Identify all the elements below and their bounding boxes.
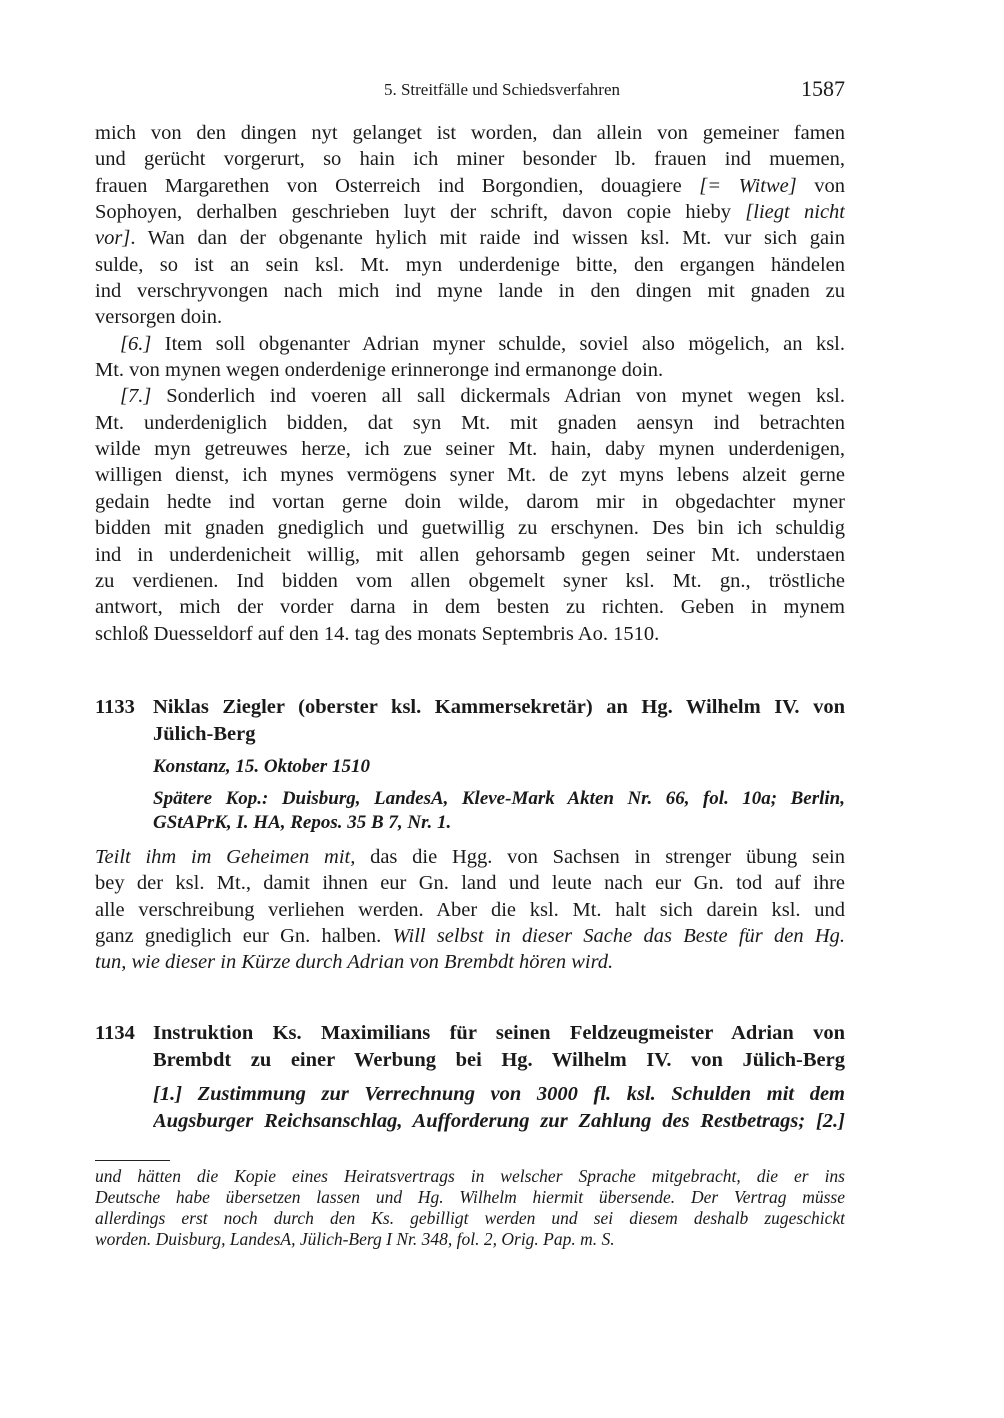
text-segment: wilde myn getreuwes herze, ich zue seiner Mt. hain, daby mynen underdenigen, — [95, 438, 845, 461]
text-line — [153, 721, 845, 748]
text-segment: Niklas Ziegler (oberster ksl. Kammersekretär) an Hg. Wilhelm IV. von — [153, 696, 845, 718]
text-line — [95, 225, 845, 251]
text-segment: zu verdienen. Ind bidden vom allen obgemelt syner ksl. Mt. gn., tröstliche — [95, 569, 845, 592]
text-segment: schloß Duesseldorf auf den 14. tag des monats Septembris Ao. 1510. — [95, 622, 660, 645]
text-line — [153, 811, 845, 835]
text-segment: bey der ksl. Mt., damit ihnen eur Gn. land und leute nach eur Gn. tod auf ihre — [95, 872, 845, 895]
text-line — [153, 1047, 845, 1074]
text-segment: Jülich-Berg — [153, 723, 256, 745]
text-line — [95, 173, 845, 199]
text-line — [95, 436, 845, 462]
text-segment: Mt. von mynen wegen onderdenige erinneronge ind ermanonge doin. — [95, 359, 664, 382]
italic-text: Konstanz, 15. Oktober 1510 — [153, 756, 370, 777]
italic-text: und hätten die Kopie eines Heiratsvertrags in welscher Sprache mitgebracht, die er ins — [95, 1166, 845, 1186]
italic-text: allerdings erst noch durch den Ks. gebilligt werden und sei diesem deshalb zugeschickt — [95, 1208, 845, 1228]
text-segment: ind verschryvongen nach mich ind myne lande in den dingen mit gnaden zu — [95, 280, 845, 303]
text-segment: ganz gnediglich eur Gn. halben. — [95, 925, 393, 948]
text-segment: Mt. underdeniglich bidden, dat syn Mt. mit gnaden aensyn ind betrachten — [95, 411, 845, 434]
text-segment: das die Hgg. von Sachsen in strenger übung sein — [355, 846, 845, 868]
text-line — [153, 694, 845, 721]
italic-text: Augsburger Reichsanschlag, Aufforderung zur Zahlung des Restbetrags; [2.] — [153, 1110, 845, 1132]
text-line — [95, 897, 845, 923]
entry-1133-summary — [95, 844, 845, 976]
text-segment: Sonderlich ind voeren all sall dickermals Adrian von mynet wegen ksl. — [151, 385, 845, 408]
italic-text: Will selbst in dieser Sache das Beste für den Hg. — [392, 925, 845, 948]
text-line — [95, 462, 845, 488]
italic-text: tun, wie dieser in Kürze durch Adrian von Brembdt hören wird. — [95, 951, 614, 974]
page-number: 1587 — [801, 76, 845, 101]
text-line — [95, 120, 845, 146]
text-line — [95, 568, 845, 594]
text-line — [95, 542, 845, 568]
text-line — [95, 515, 845, 541]
italic-text: [= Witwe] — [699, 174, 797, 197]
letter-continuation-text — [95, 120, 845, 647]
italic-text: [7.] — [120, 385, 152, 408]
text-line — [95, 1187, 845, 1208]
text-segment: Brembdt zu einer Werbung bei Hg. Wilhelm IV. von Jülich-Berg — [153, 1049, 845, 1071]
italic-text: GStAPrK, I. HA, Repos. 35 B 7, Nr. 1. — [153, 812, 452, 833]
text-segment: Sophoyen, derhalben geschrieben luyt der schrift, davon copie hieby — [95, 201, 746, 224]
text-line — [95, 949, 845, 975]
text-segment: antwort, mich der vorder darna in dem besten zu richten. Geben in mynem — [95, 596, 845, 619]
text-line — [95, 146, 845, 172]
text-segment: von — [796, 174, 845, 197]
text-line — [95, 923, 845, 949]
text-line — [153, 1081, 845, 1108]
text-line — [95, 594, 845, 620]
italic-text: Teilt ihm im Geheimen mit, — [95, 846, 356, 868]
italic-text: Spätere Kop.: Duisburg, LandesA, Kleve-Mark Akten Nr. 66, fol. 10a; Berlin, — [153, 788, 845, 809]
text-segment: mich von den dingen nyt gelanget ist worden, dan allein von gemeiner famen — [95, 122, 845, 144]
text-line — [95, 199, 845, 225]
text-line — [95, 844, 845, 870]
entry-1134-heading — [153, 1020, 845, 1074]
text-line — [95, 278, 845, 304]
footnote-text — [95, 1166, 845, 1250]
text-segment: gedain hedte ind vortan gerne doin wilde, darom mir in obgedachter myner — [95, 490, 845, 513]
italic-text: vor] — [95, 227, 131, 250]
italic-text: worden. Duisburg, LandesA, Jülich-Berg I Nr. 348, fol. 2, Orig. Pap. m. S. — [95, 1229, 615, 1249]
text-line — [95, 1229, 845, 1250]
text-line — [95, 357, 845, 383]
text-segment: sulde, so ist an sein ksl. Mt. myn underdenige bitte, den ergangen händelen — [95, 253, 845, 276]
text-line — [95, 489, 845, 515]
italic-text: [liegt nicht — [745, 201, 845, 224]
text-line — [153, 755, 845, 779]
running-head: 5. Streitfälle und Schiedsverfahren — [383, 80, 621, 99]
italic-text: [6.] — [120, 332, 152, 355]
text-segment: willigen dienst, ich mynes vermögens syner Mt. de zyt myns lebens alzeit gerne — [95, 464, 845, 487]
text-line — [153, 1020, 845, 1047]
text-segment: Item soll obgenanter Adrian myner schulde, soviel also mögelich, an ksl. — [151, 332, 845, 355]
entry-1133-sources — [153, 787, 845, 835]
italic-text: Deutsche habe übersetzen lassen und Hg. Wilhelm hiermit übersende. Der Vertrag müsse — [95, 1187, 845, 1207]
text-line — [95, 331, 845, 357]
text-segment: bidden mit gnaden gnediglich und guetwillig zu erschynen. Des bin ich schuldig — [95, 517, 845, 540]
text-line — [95, 870, 845, 896]
text-line — [95, 304, 845, 330]
text-segment: ind in underdenicheit willig, mit allen gehorsamb gegen seiner Mt. understaen — [95, 543, 845, 566]
text-segment: . Wan dan der obgenante hylich mit raide ind wissen ksl. Mt. vur sich gain — [130, 227, 845, 250]
text-line — [95, 252, 845, 278]
text-line — [95, 621, 845, 647]
text-segment: Instruktion Ks. Maximilians für seinen Feldzeugmeister Adrian von — [153, 1022, 845, 1044]
italic-text: [1.] Zustimmung zur Verrechnung von 3000 fl. ksl. Schulden mit dem — [153, 1083, 845, 1105]
text-segment: alle verschreibung verliehen werden. Aber die ksl. Mt. halt sich darein ksl. und — [95, 898, 845, 921]
text-line — [95, 410, 845, 436]
text-segment: frauen Margarethen von Osterreich ind Borgondien, douagiere — [95, 174, 700, 197]
entry-1134-abstract — [153, 1081, 845, 1135]
text-segment: versorgen doin. — [95, 306, 223, 329]
text-line — [95, 383, 845, 409]
entry-1133-heading — [153, 694, 845, 748]
text-line — [95, 1208, 845, 1229]
footnote-rule — [95, 1160, 170, 1161]
entry-1133-date — [153, 755, 845, 779]
text-segment: und gerücht vorgerurt, so hain ich miner besonder lb. frauen ind muemen, — [95, 148, 845, 171]
text-line — [95, 1166, 845, 1187]
text-line — [153, 787, 845, 811]
entry-number-1133: 1133 — [95, 696, 135, 718]
text-line — [153, 1108, 845, 1135]
entry-number-1134: 1134 — [95, 1022, 135, 1044]
